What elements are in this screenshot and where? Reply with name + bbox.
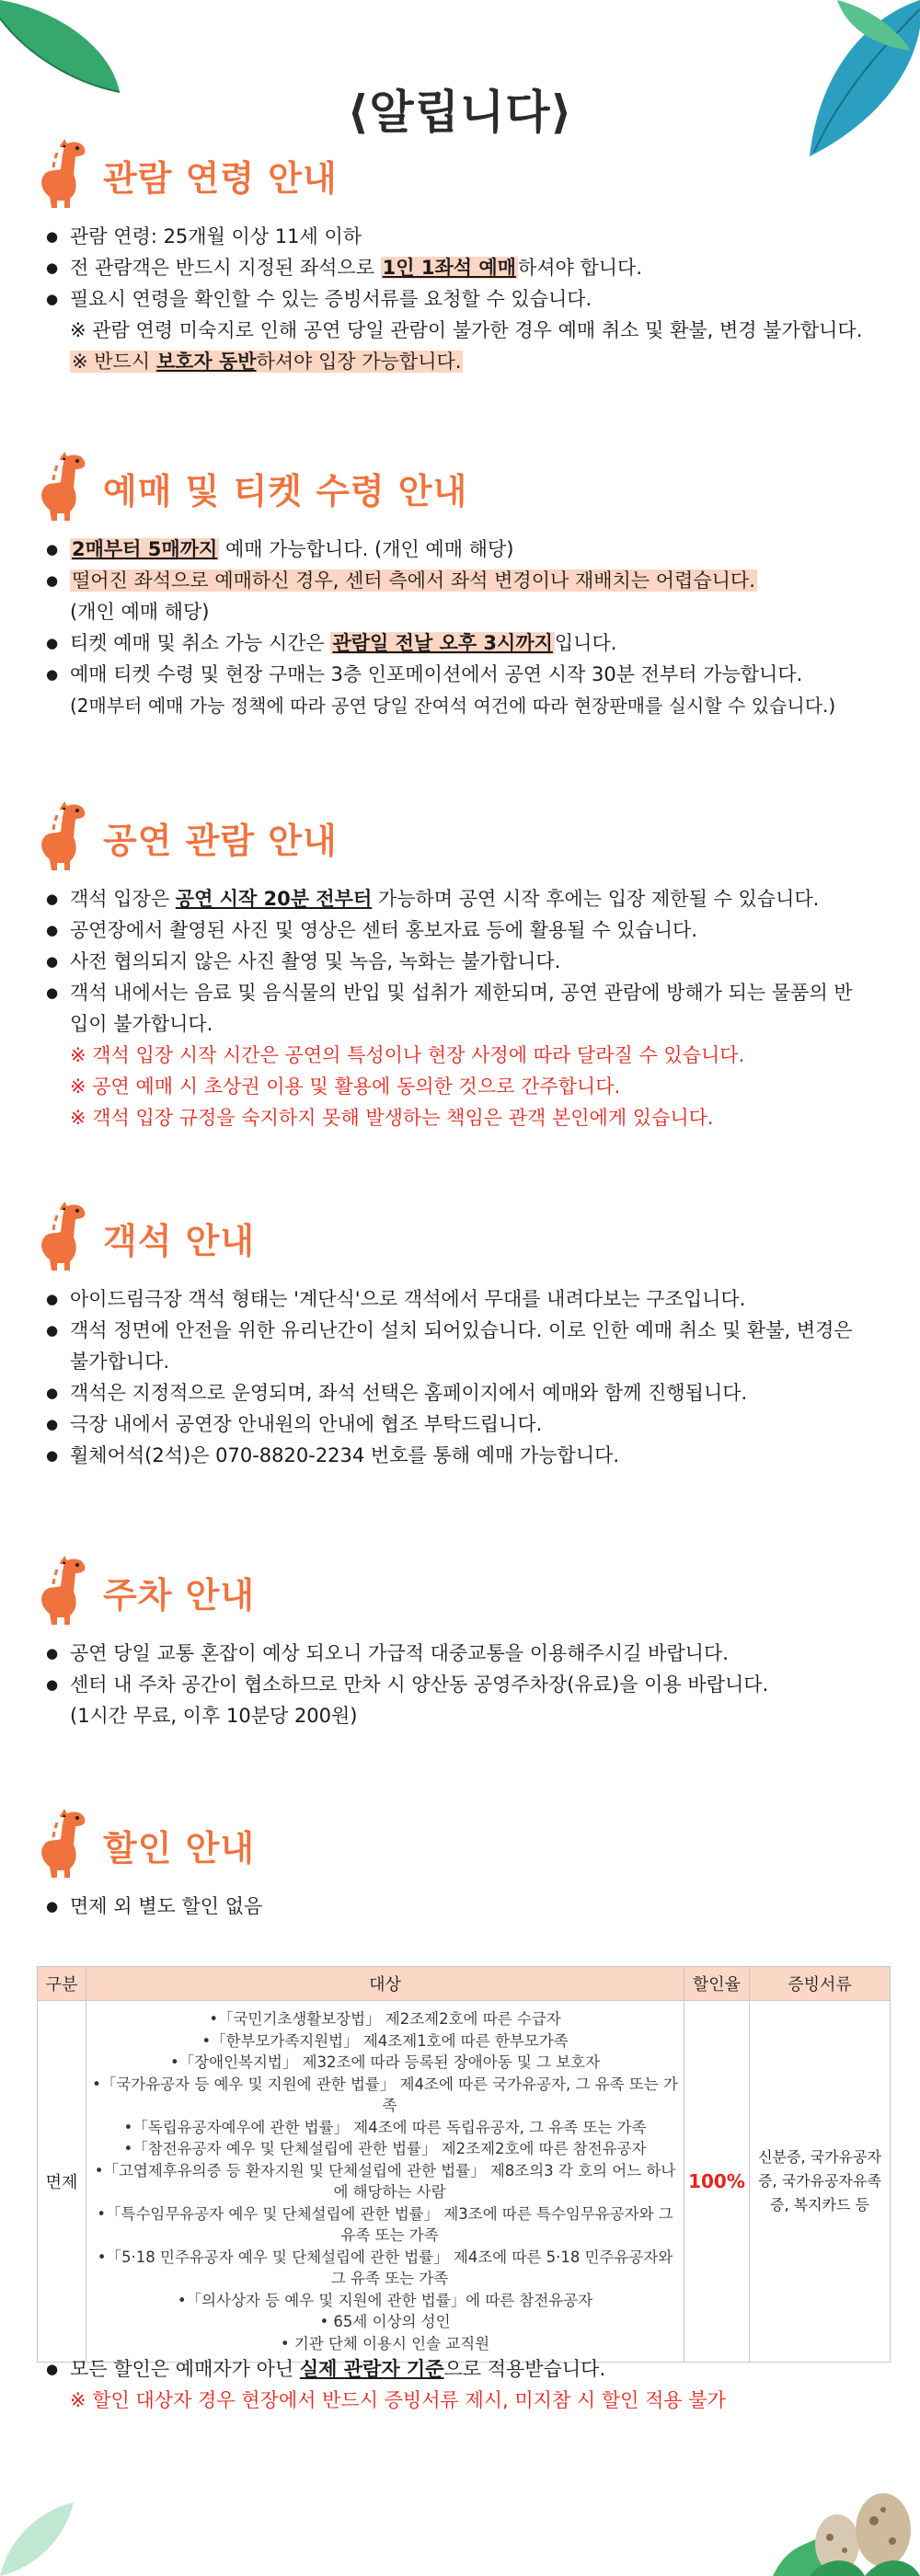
discount-table [37, 1966, 891, 2363]
list-item: ● 휠체어석(2석)은 070-8820-2234 번호를 통해 예매 가능합니다. [46, 1440, 883, 1471]
section-age [37, 138, 883, 377]
list-item-continuation: 불가합니다. [70, 1351, 170, 1373]
leaf-decoration-bottom-left [0, 2502, 83, 2576]
section-title-parking: 주차 안내 [103, 1574, 256, 1616]
list-item: ● 떨어진 좌석으로 예매하신 경우, 센터 측에서 좌석 변경이나 재배치는 어렵습니다. [46, 565, 883, 596]
section-parking [37, 1555, 883, 1731]
table-header: 할인율 [684, 1967, 750, 2001]
list-note: ※ 반드시 보호자 동반하셔야 입장 가능합니다. [72, 351, 462, 373]
list-item-continuation: (개인 예매 해당) [70, 601, 210, 623]
target-item: •「국민기초생활보장법」 제2조제2호에 따른 수급자 [209, 2010, 561, 2028]
list-note: ※ 관람 연령 미숙지로 인해 공연 당일 관람이 불가한 경우 예매 취소 및 환불, 변경 불가합니다. [70, 319, 863, 341]
target-item: •「의사상자 등 예우 및 지원에 관한 법률」에 따른 참전유공자 [177, 2291, 593, 2309]
list-item: ● 객석은 지정적으로 운영되며, 좌석 선택은 홈페이지에서 예매와 함께 진행됩니다. [46, 1377, 883, 1409]
list-item: ● 관람 연령: 25개월 이상 11세 이하 [46, 221, 883, 252]
list-item: ● 공연 당일 교통 혼잡이 예상 되오니 가급적 대중교통을 이용해주시길 바랍니다. [46, 1638, 883, 1669]
section-title-discount: 할인 안내 [103, 1827, 256, 1869]
section-title-seating: 객석 안내 [103, 1220, 256, 1261]
list-item: ● 공연장에서 촬영된 사진 및 영상은 센터 홍보자료 등에 활용될 수 있습니다. [46, 914, 883, 946]
list-item: ● 티켓 예매 및 취소 가능 시간은 관람일 전날 오후 3시까지입니다. [46, 627, 883, 659]
table-header: 증빙서류 [750, 1967, 891, 2001]
dinosaur-icon [37, 451, 92, 524]
section-seating [37, 1201, 883, 1471]
target-item: •「참전유공자 예우 및 단체설립에 관한 법률」 제2조제2호에 따른 참전유공자 [123, 2140, 647, 2157]
section-title-ticket: 예매 및 티켓 수령 안내 [103, 470, 468, 512]
dino-egg-decoration [773, 2466, 920, 2576]
section-ticket [37, 451, 883, 721]
list-item: ● 객석 내에서는 음료 및 음식물의 반입 및 섭취가 제한되며, 공연 관람에 방해가 되는 물품의 반 [46, 977, 883, 1008]
target-item: •「한부모가족지원법」 제4조제1호에 따른 한부모가족 [201, 2031, 569, 2050]
target-item: •「독립유공자예우에 관한 법률」 제4조에 따른 독립유공자, 그 유족 또는 가족 [123, 2118, 647, 2136]
table-row [38, 2001, 891, 2363]
dinosaur-icon [37, 1555, 92, 1628]
table-header: 대상 [86, 1967, 684, 2001]
list-item: ● 객석 입장은 공연 시작 20분 전부터 가능하며 공연 시작 후에는 입장 제한될 수 있습니다. [46, 883, 883, 914]
target-item: •「고엽제후유의증 등 환자지원 및 단체설립에 관한 법률」 제8조의3 각 호의 어느 하나에 해당하는 사람 [94, 2161, 676, 2201]
list-item: ● 객석 정면에 안전을 위한 유리난간이 설치 되어있습니다. 이로 인한 예매 취소 및 환불, 변경은 [46, 1315, 883, 1346]
target-item: • 기관 단체 이용시 인솔 교직원 [280, 2334, 490, 2352]
dinosaur-icon [37, 138, 92, 212]
table-header: 구분 [38, 1967, 86, 2001]
list-item: ● 아이드림극장 객석 형태는 '계단식'으로 객석에서 무대를 내려다보는 구조입니다. [46, 1283, 883, 1315]
section-title-age: 관람 연령 안내 [103, 157, 338, 199]
warning-note: ※ 객석 입장 규정을 숙지하지 못해 발생하는 책임은 관객 본인에게 있습니다. [70, 1107, 714, 1129]
discount-notes [37, 2344, 883, 2416]
target-item: •「5·18 민주유공자 예우 및 단체설립에 관한 법률」 제4조에 따른 5·18 민주유공자와 그 유족 또는 가족 [97, 2248, 673, 2287]
category-cell: 면제 [38, 2001, 86, 2363]
warning-note: ※ 할인 대상자 경우 현장에서 반드시 증빙서류 제시, 미지참 시 할인 적용 불가 [70, 2389, 726, 2411]
discount-rate-cell: 100% [684, 2001, 750, 2363]
warning-note: ※ 객석 입장 시작 시간은 공연의 특성이나 현장 사정에 따라 달라질 수 있습니다. [70, 1044, 745, 1066]
target-item: •「국가유공자 등 예우 및 지원에 관한 법률」 제4조에 따른 국가유공자, 그 유족 또는 가족 [92, 2075, 678, 2114]
documents-cell: 신분증, 국가유공자증, 국가유공자유족증, 복지카드 등 [750, 2001, 891, 2363]
list-item: ● 센터 내 주차 공간이 협소하므로 만차 시 양산동 공영주차장(유료)을 이용 바랍니다. [46, 1669, 883, 1700]
list-item: ● 필요시 연령을 확인할 수 있는 증빙서류를 요청할 수 있습니다. [46, 283, 883, 315]
list-item: ● 사전 협의되지 않은 사진 촬영 및 녹음, 녹화는 불가합니다. [46, 946, 883, 977]
target-item: •「장애인복지법」 제32조에 따라 등록된 장애아동 및 그 보호자 [169, 2053, 601, 2071]
list-item: ● 전 관람객은 반드시 지정된 좌석으로 1인 1좌석 예매하셔야 합니다. [46, 252, 883, 283]
list-item: ● 극장 내에서 공연장 안내원의 안내에 협조 부탁드립니다. [46, 1409, 883, 1440]
dinosaur-icon [37, 1808, 92, 1881]
list-item: ● 면제 외 별도 할인 없음 [46, 1891, 883, 1922]
list-item: ● 모든 할인은 예매자가 아닌 실제 관람자 기준으로 적용받습니다. [46, 2353, 883, 2385]
warning-note: ※ 공연 예매 시 초상권 이용 및 활용에 동의한 것으로 간주합니다. [70, 1075, 621, 1098]
target-item: • 65세 이상의 성인 [319, 2313, 451, 2330]
section-performance [37, 800, 883, 1133]
list-item: ● 2매부터 5매까지 예매 가능합니다. (개인 예매 해당) [46, 534, 883, 565]
list-item: ● 예매 티켓 수령 및 현장 구매는 3층 인포메이션에서 공연 시작 30분 전부터 가능합니다. [46, 659, 883, 690]
target-item: •「특수임무유공자 예우 및 단체설립에 관한 법률」 제3조에 따른 특수임무유공자와 그 유족 또는 가족 [97, 2204, 673, 2244]
list-item-continuation: (1시간 무료, 이후 10분당 200원) [70, 1705, 358, 1727]
dinosaur-icon [37, 1201, 92, 1274]
section-discount [37, 1808, 883, 1922]
targets-cell [86, 2001, 684, 2363]
list-item-continuation: (2매부터 예매 가능 정책에 따라 공연 당일 잔여석 여건에 따라 현장판매를 실시할 수 있습니다.) [70, 695, 836, 717]
section-title-performance: 공연 관람 안내 [103, 820, 338, 861]
page-title: ⟨알립니다⟩ [347, 85, 573, 139]
list-item-continuation: 입이 불가합니다. [70, 1013, 213, 1035]
dinosaur-icon [37, 800, 92, 874]
